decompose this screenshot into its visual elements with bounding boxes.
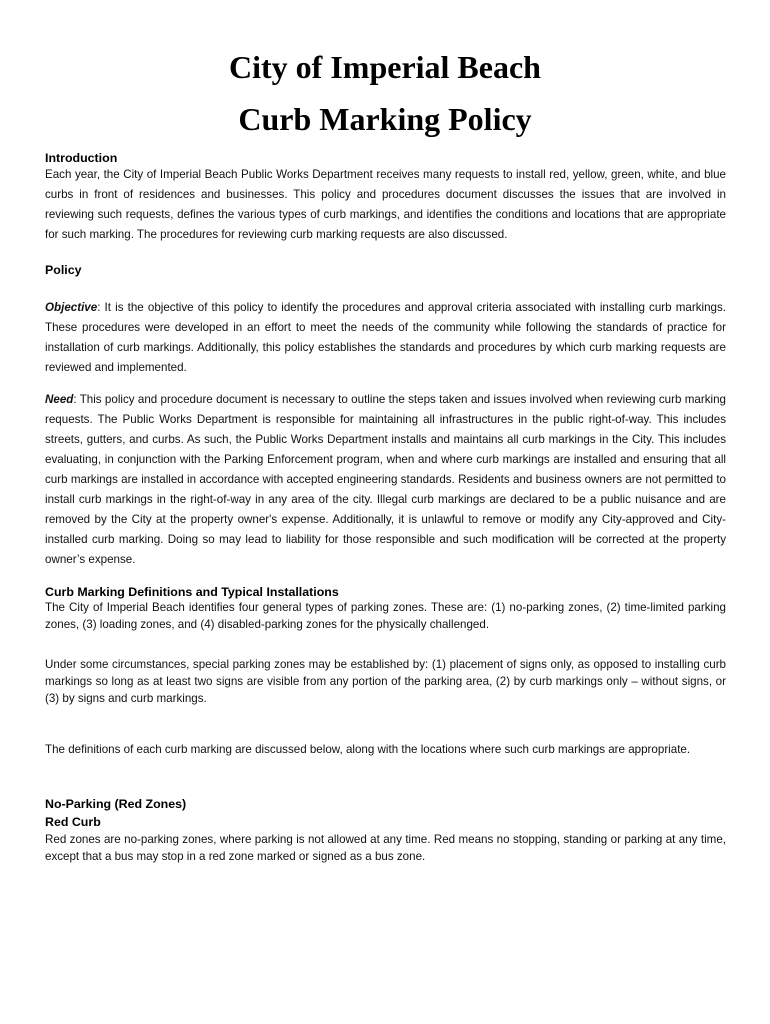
definitions-heading: Curb Marking Definitions and Typical Installations (45, 585, 339, 599)
red-zone-heading: No-Parking (Red Zones) (45, 797, 187, 811)
need-label: Need (45, 393, 74, 406)
definitions-section (45, 585, 726, 633)
definitions-paragraph-1: The City of Imperial Beach identifies four general types of parking zones. These are: (1) no-parking zones, (2) time-limited parking zones, (3) loading zones, and (4) disabled-parking zones for the physically challenged. (45, 601, 726, 631)
policy-heading: Policy (45, 263, 82, 277)
objective-paragraph (45, 298, 726, 378)
red-zone-section (45, 795, 726, 865)
need-text: : This policy and procedure document is necessary to outline the steps taken and issues involved when reviewing curb marking requests. The Public Works Department is responsible for maintaining all infrastructures in the public right-of-way. This includes streets, gutters, and curbs. As such, the Public Works Department installs and maintains all curb markings in the City. This includes evaluating, in conjunction with the Parking Enforcement program, when and where curb markings are installed and ensuring that all curb markings are installed in accordance with accepted engineering standards. Residents and business owners are not permitted to install curb markings in the right-of-way in any area of the city. Illegal curb markings are declared to be a public nuisance and are removed by the City at the property owner's expense. Additionally, it is unlawful to remove or modify any City-approved and City-installed curb marking. Doing so may lead to liability for those responsible and such modification will be corrected at the property owner’s expense. (45, 393, 726, 566)
introduction-heading: Introduction (45, 151, 118, 165)
definitions-paragraph-3: The definitions of each curb marking are discussed below, along with the locations where such curb markings are appropriate. (45, 743, 691, 756)
page-title: City of Imperial Beach (229, 49, 541, 85)
need-paragraph (45, 390, 726, 570)
page-subtitle: Curb Marking Policy (238, 101, 532, 137)
objective-label: Objective (45, 301, 98, 314)
objective-text: : It is the objective of this policy to identify the procedures and approval criteria associated with installing curb markings. These procedures were developed in an effort to meet the needs of the community while following the standards of practice for installation of curb markings. Additionally, this policy establishes the standards and procedures by which curb marking requests are reviewed and implemented. (45, 301, 726, 374)
introduction-text: Each year, the City of Imperial Beach Public Works Department receives many requests to install red, yellow, green, white, and blue curbs in front of residences and businesses. This policy and procedures document discusses the issues that are involved in reviewing such requests, defines the various types of curb markings, and identifies the conditions and locations that are appropriate for such marking. The procedures for reviewing curb marking requests are also discussed. (45, 168, 726, 241)
red-zone-text: Red zones are no-parking zones, where parking is not allowed at any time. Red means no stopping, standing or parking at any time, except that a bus may stop in a red zone marked or signed as a bus zone. (45, 833, 726, 863)
definitions-paragraph-2: Under some circumstances, special parking zones may be established by: (1) placement of signs only, as opposed to installing curb markings so long as at least two signs are visible from any portion of the parking area, (2) by curb markings only – without signs, or (3) by signs and curb markings. (45, 658, 726, 705)
red-curb-subheading: Red Curb (45, 815, 101, 829)
introduction-section (45, 151, 726, 245)
